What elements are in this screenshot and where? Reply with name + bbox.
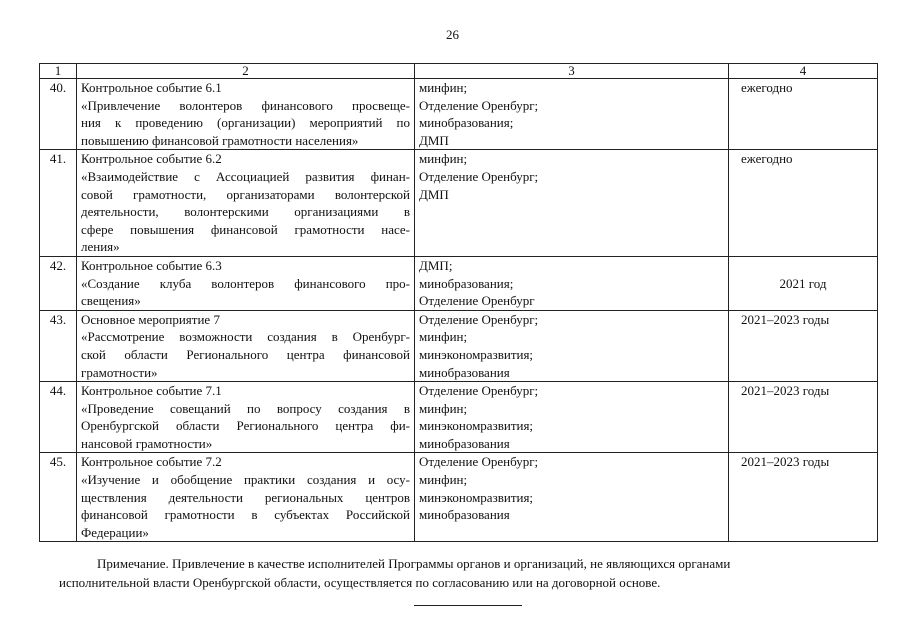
description-line: нансовой грамотности» bbox=[81, 435, 213, 451]
event-description bbox=[77, 256, 415, 310]
page-number: 26 bbox=[446, 27, 459, 42]
table-row bbox=[40, 256, 878, 310]
table-body bbox=[40, 79, 878, 542]
executors bbox=[415, 256, 729, 310]
executor-line: минфин; bbox=[419, 472, 468, 488]
table-row bbox=[40, 453, 878, 542]
executor-line: минфин; bbox=[419, 151, 468, 167]
deadline: 2021 год bbox=[729, 256, 878, 310]
closing-divider bbox=[414, 605, 522, 606]
executors bbox=[415, 453, 729, 542]
executor-line: ДМП; bbox=[419, 257, 453, 273]
description-line: «Взаимодействие с Ассоциацией развития финан- bbox=[81, 168, 410, 184]
description-line: «Рассмотрение возможности создания в Оренбург- bbox=[81, 329, 410, 345]
deadline: 2021–2023 годы bbox=[729, 453, 878, 542]
event-description bbox=[77, 382, 415, 453]
description-line: «Проведение совещаний по вопросу создания в bbox=[81, 400, 410, 416]
table-row bbox=[40, 79, 878, 150]
description-line: Контрольное событие 6.2 bbox=[81, 151, 222, 167]
description-line: «Привлечение волонтеров финансового просвеще- bbox=[81, 97, 410, 113]
executor-line: минэкономразвития; bbox=[419, 489, 534, 505]
executors bbox=[415, 310, 729, 381]
description-line: ния к проведению (организации) мероприятий по bbox=[81, 115, 410, 131]
description-line: финансовой грамотности в субъектах Российской bbox=[81, 507, 410, 523]
table-row bbox=[40, 310, 878, 381]
deadline: ежегодно bbox=[729, 150, 878, 257]
description-line: ществления деятельности региональных центров bbox=[81, 489, 410, 505]
row-number: 45. bbox=[40, 453, 77, 542]
description-line: свещения» bbox=[81, 293, 141, 309]
table-header bbox=[40, 64, 878, 79]
description-line: «Создание клуба волонтеров финансового про- bbox=[81, 275, 410, 291]
executor-line: Отделение Оренбург; bbox=[419, 97, 539, 113]
executor-line: минобразования; bbox=[419, 275, 514, 291]
header-row bbox=[40, 64, 878, 79]
executor-line: Отделение Оренбург; bbox=[419, 311, 539, 327]
description-line: Оренбургской области Регионального центра фи- bbox=[81, 418, 410, 434]
description-line: Контрольное событие 7.1 bbox=[81, 383, 222, 399]
row-number: 40. bbox=[40, 79, 77, 150]
deadline: 2021–2023 годы bbox=[729, 382, 878, 453]
description-line: ской области Регионального центра финансовой bbox=[81, 346, 410, 362]
executor-line: минфин; bbox=[419, 80, 468, 95]
executor-line: минэкономразвития; bbox=[419, 346, 534, 362]
row-number: 44. bbox=[40, 382, 77, 453]
description-line: грамотности» bbox=[81, 364, 158, 380]
executor-line: минобразования; bbox=[419, 115, 514, 131]
executor-line: Отделение Оренбург bbox=[419, 293, 535, 309]
executors bbox=[415, 150, 729, 257]
executors bbox=[415, 79, 729, 150]
header-col-2: 2 bbox=[77, 64, 415, 79]
table-row bbox=[40, 150, 878, 257]
executor-line: ДМП bbox=[419, 186, 449, 202]
footnote bbox=[39, 554, 878, 592]
executor-line: минобразования bbox=[419, 435, 510, 451]
description-line: Основное мероприятие 7 bbox=[81, 311, 220, 327]
header-col-1: 1 bbox=[40, 64, 77, 79]
deadline: ежегодно bbox=[729, 79, 878, 150]
executor-line: Отделение Оренбург; bbox=[419, 383, 539, 399]
row-number: 43. bbox=[40, 310, 77, 381]
program-table bbox=[39, 63, 878, 542]
executor-line: минобразования bbox=[419, 507, 510, 523]
header-col-3: 3 bbox=[415, 64, 729, 79]
description-line: Контрольное событие 6.3 bbox=[81, 257, 222, 273]
deadline: 2021–2023 годы bbox=[729, 310, 878, 381]
executor-line: минобразования bbox=[419, 364, 510, 380]
description-line: Федерации» bbox=[81, 524, 149, 540]
event-description bbox=[77, 79, 415, 150]
description-line: Контрольное событие 7.2 bbox=[81, 454, 222, 470]
row-number: 42. bbox=[40, 256, 77, 310]
executors bbox=[415, 382, 729, 453]
table-row bbox=[40, 382, 878, 453]
executor-line: минфин; bbox=[419, 400, 468, 416]
description-line: сфере повышения финансовой грамотности насе- bbox=[81, 221, 410, 237]
executor-line: минэкономразвития; bbox=[419, 418, 534, 434]
description-line: ления» bbox=[81, 239, 120, 255]
description-line: совой грамотности, организаторами волонтерской bbox=[81, 186, 410, 202]
description-line: «Изучение и обобщение практики создания и осу- bbox=[81, 472, 410, 488]
description-line: повышению финансовой грамотности населения» bbox=[81, 132, 359, 148]
event-description bbox=[77, 453, 415, 542]
header-col-4: 4 bbox=[729, 64, 878, 79]
event-description bbox=[77, 310, 415, 381]
footnote-line-2: исполнительной власти Оренбургской области, осуществляется по согласованию или на договорной основе. bbox=[59, 575, 661, 590]
description-line: Контрольное событие 6.1 bbox=[81, 80, 222, 95]
event-description bbox=[77, 150, 415, 257]
row-number: 41. bbox=[40, 150, 77, 257]
footnote-line-1: Примечание. Привлечение в качестве исполнителей Программы органов и организаций, не являющихся органами bbox=[97, 556, 731, 571]
executor-line: Отделение Оренбург; bbox=[419, 454, 539, 470]
executor-line: минфин; bbox=[419, 329, 468, 345]
executor-line: Отделение Оренбург; bbox=[419, 168, 539, 184]
description-line: деятельности, волонтерскими организациями в bbox=[81, 204, 410, 220]
executor-line: ДМП bbox=[419, 132, 449, 148]
